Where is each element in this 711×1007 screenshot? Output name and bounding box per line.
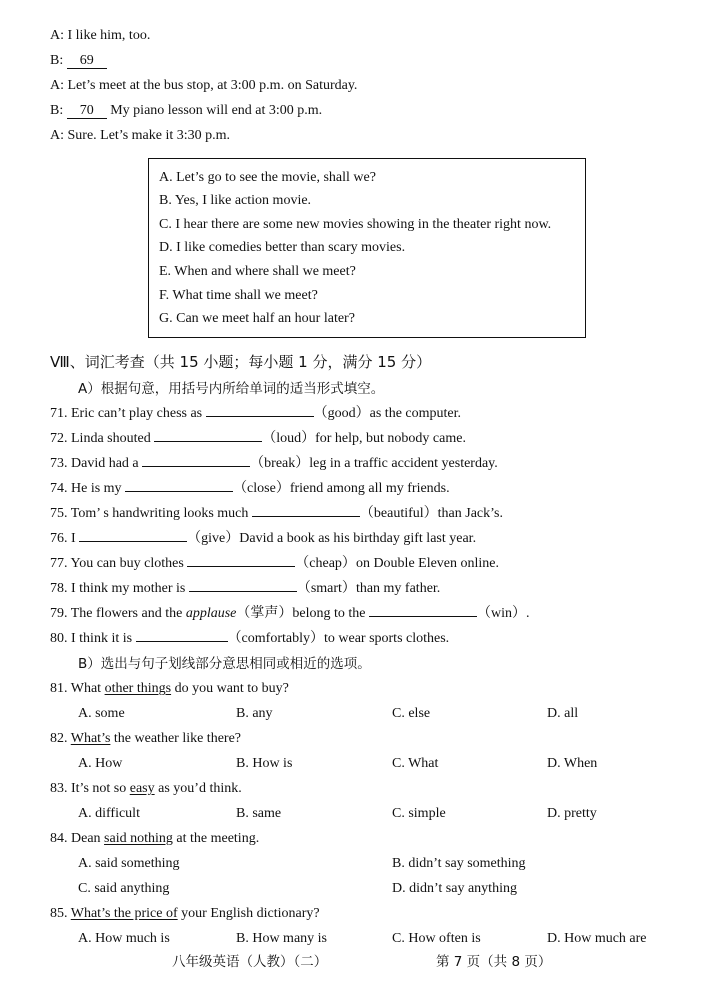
option-c[interactable]: C. said anything <box>78 881 170 896</box>
answer-blank[interactable] <box>142 466 250 467</box>
question-77: 77. You can buy clothes （cheap）on Double Eleven online. <box>50 556 500 571</box>
part-b-instruction: B）选出与句子划线部分意思相同或相近的选项。 <box>78 656 371 672</box>
question-85: 85. What’s the price of your English dictionary? <box>50 906 320 921</box>
question-73: 73. David had a （break）leg in a traffic accident yesterday. <box>50 456 498 471</box>
question-71: 71. Eric can’t play chess as （good）as the computer. <box>50 406 462 421</box>
underlined-phrase: said nothing <box>104 831 173 846</box>
option-a[interactable]: A. How much is <box>78 931 170 946</box>
box-option: B. Yes, I like action movie. <box>159 193 312 208</box>
option-b[interactable]: B. didn’t say something <box>392 856 526 871</box>
question-81: 81. What other things do you want to buy? <box>50 681 289 696</box>
option-a[interactable]: A. some <box>78 706 125 721</box>
part-a-instruction: A）根据句意，用括号内所给单词的适当形式填空。 <box>78 381 385 397</box>
answer-blank[interactable] <box>206 416 314 417</box>
box-option: F. What time shall we meet? <box>159 288 318 303</box>
dialogue-line: A: I like him, too. <box>50 28 151 43</box>
footer-subject: 八年级英语（人教）（二） <box>172 954 328 970</box>
box-option: C. I hear there are some new movies showing in the theater right now. <box>159 217 552 232</box>
option-c[interactable]: C. simple <box>392 806 446 821</box>
answer-blank[interactable] <box>79 541 187 542</box>
dialogue-line: A: Let’s meet at the bus stop, at 3:00 p.m. on Saturday. <box>50 78 358 93</box>
option-c[interactable]: C. What <box>392 756 439 771</box>
question-75: 75. Tom’ s handwriting looks much （beautiful）than Jack’s. <box>50 506 503 521</box>
box-option: E. When and where shall we meet? <box>159 264 356 279</box>
answer-blank[interactable] <box>369 616 477 617</box>
answer-blank[interactable] <box>136 641 228 642</box>
dialogue-line: A: Sure. Let’s make it 3:30 p.m. <box>50 128 231 143</box>
underlined-phrase: What’s the price of <box>70 906 178 921</box>
options-box <box>148 158 586 338</box>
option-d[interactable]: D. pretty <box>547 806 597 821</box>
option-b[interactable]: B. any <box>236 706 273 721</box>
question-82: 82. What’s the weather like there? <box>50 731 241 746</box>
question-80: 80. I think it is （comfortably）to wear sports clothes. <box>50 631 450 646</box>
question-72: 72. Linda shouted （loud）for help, but nobody came. <box>50 431 466 446</box>
question-76: 76. I （give）David a book as his birthday gift last year. <box>50 531 477 546</box>
dialogue-line: B: 70 My piano lesson will end at 3:00 p.m. <box>50 103 323 118</box>
option-d[interactable]: D. didn’t say anything <box>392 881 517 896</box>
option-d[interactable]: D. When <box>547 756 598 771</box>
option-b[interactable]: B. How is <box>236 756 293 771</box>
section-heading: Ⅷ、词汇考查（共 15 小题；每小题 1 分，满分 15 分） <box>50 353 432 371</box>
question-74: 74. He is my （close）friend among all my friends. <box>50 481 450 496</box>
answer-blank[interactable] <box>252 516 360 517</box>
answer-blank[interactable] <box>125 491 233 492</box>
answer-blank-70[interactable]: 70 <box>67 103 107 119</box>
box-option: D. I like comedies better than scary movies. <box>159 240 406 255</box>
answer-blank[interactable] <box>154 441 262 442</box>
footer-page-number: 第 7 页（共 8 页） <box>436 954 552 970</box>
option-c[interactable]: C. How often is <box>392 931 481 946</box>
option-a[interactable]: A. How <box>78 756 123 771</box>
option-b[interactable]: B. How many is <box>236 931 327 946</box>
underlined-phrase: What’s <box>70 731 111 746</box>
option-b[interactable]: B. same <box>236 806 282 821</box>
option-a[interactable]: A. said something <box>78 856 180 871</box>
dialogue-line: B: 69 <box>50 52 107 70</box>
option-a[interactable]: A. difficult <box>78 806 140 821</box>
question-79: 79. The flowers and the applause（掌声）belong to the （win）. <box>50 606 530 621</box>
answer-blank[interactable] <box>187 566 295 567</box>
question-84: 84. Dean said nothing at the meeting. <box>50 831 260 846</box>
underlined-phrase: other things <box>104 681 172 696</box>
option-c[interactable]: C. else <box>392 706 431 721</box>
option-d[interactable]: D. all <box>547 706 579 721</box>
answer-blank[interactable] <box>189 591 297 592</box>
question-83: 83. It’s not so easy as you’d think. <box>50 781 242 796</box>
underlined-phrase: easy <box>129 781 155 796</box>
question-78: 78. I think my mother is （smart）than my father. <box>50 581 441 596</box>
answer-blank-69[interactable]: 69 <box>67 53 107 69</box>
option-d[interactable]: D. How much are <box>547 931 647 946</box>
box-option: G. Can we meet half an hour later? <box>159 311 355 326</box>
box-option: A. Let’s go to see the movie, shall we? <box>159 170 376 185</box>
